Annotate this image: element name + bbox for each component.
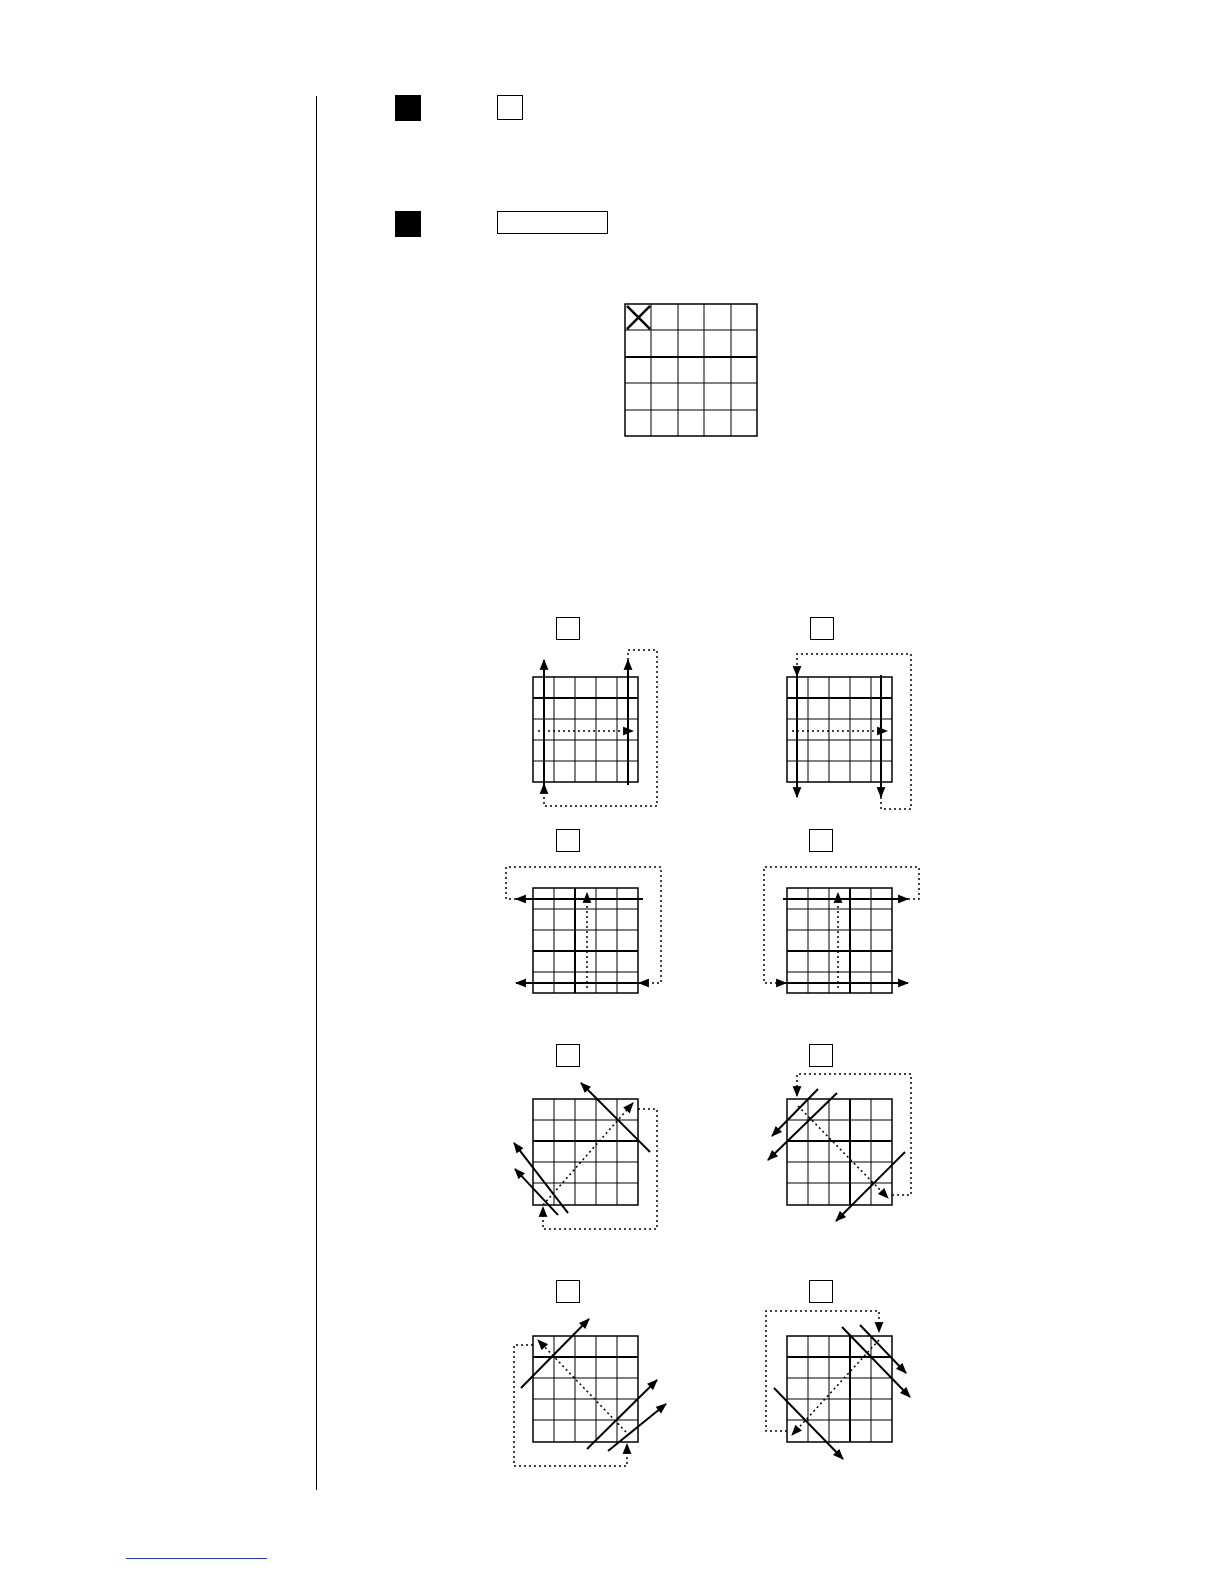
reference-grid: [625, 304, 757, 436]
pattern-diagonal-down-left: [768, 1074, 911, 1221]
pattern-diagonal-down-right: [766, 1311, 910, 1459]
pattern-horizontal-left: [506, 867, 661, 993]
pattern-diagonal-up-left: [514, 1083, 657, 1229]
pattern-vertical-down: [787, 654, 911, 809]
pattern-vertical-up: [533, 650, 657, 806]
footnote-rule: [126, 1558, 267, 1559]
pattern-diagonal-up-right: [514, 1319, 666, 1466]
pattern-horizontal-right: [764, 867, 919, 993]
x-mark: [627, 306, 650, 329]
